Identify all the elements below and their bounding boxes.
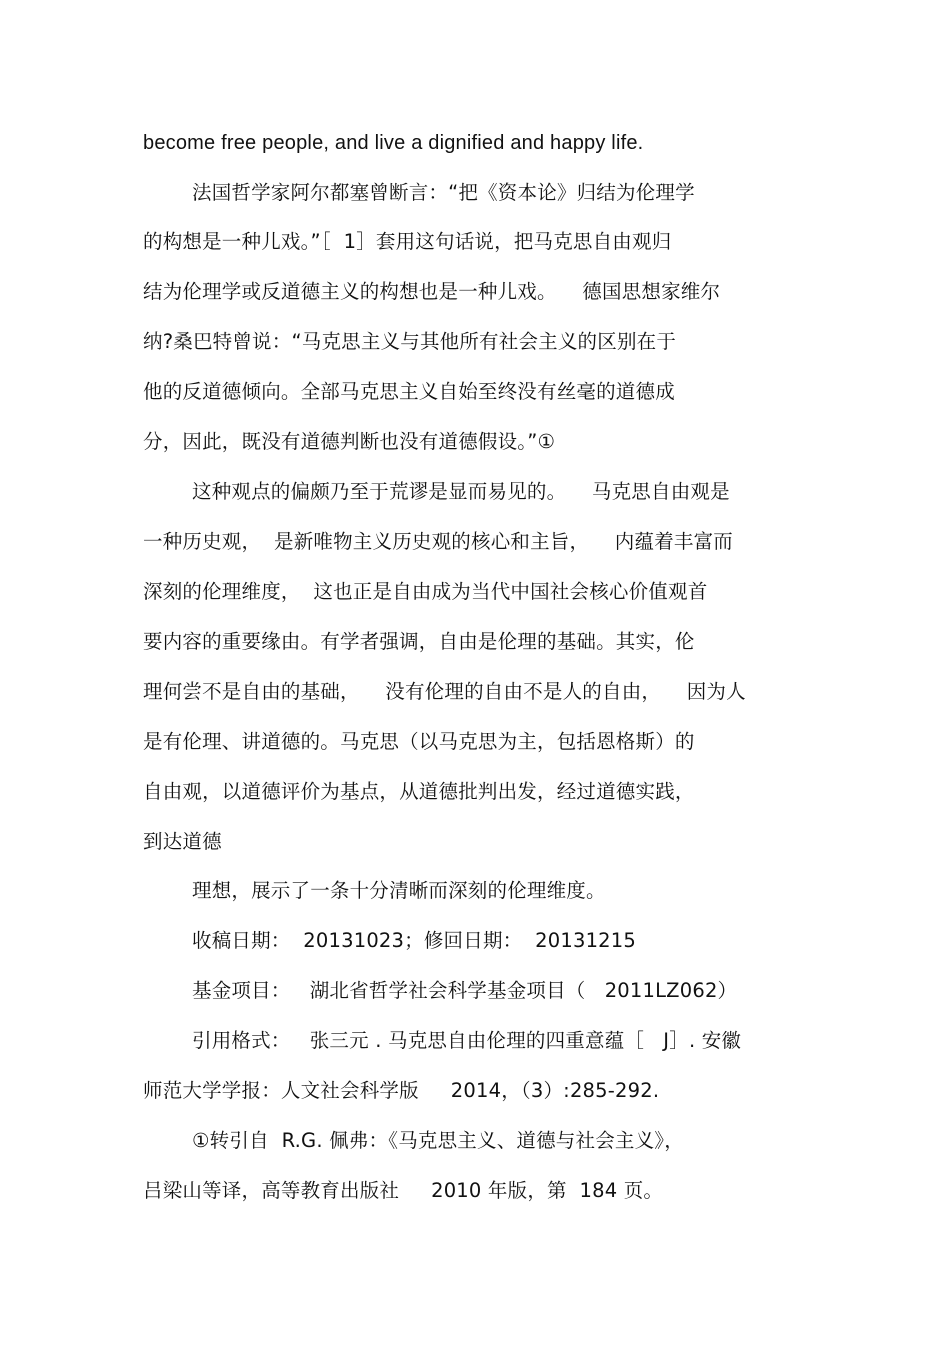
text-line-6: 他的反道德倾向。全部马克思主义自始至终没有丝毫的道德成 bbox=[143, 380, 675, 403]
text-line-11: 要内容的重要缘由。有学者强调，自由是伦理的基础。其实，伦 bbox=[143, 630, 695, 653]
text-line-10: 深刻的伦理维度， 这也正是自由成为当代中国社会核心价值观首 bbox=[143, 580, 708, 603]
text-line-14: 自由观，以道德评价为基点，从道德批判出发，经过道德实践， bbox=[143, 780, 695, 803]
text-line-16: 理想，展示了一条十分清晰而深刻的伦理维度。 bbox=[192, 879, 606, 902]
text-line-12: 理何尝不是自由的基础， 没有伦理的自由不是人的自由， 因为人 bbox=[143, 680, 746, 703]
text-line-8: 这种观点的偏颇乃至于荒谬是显而易见的。 马克思自由观是 bbox=[192, 480, 730, 503]
text-line-2: 法国哲学家阿尔都塞曾断言：“把《资本论》归结为伦理学 bbox=[192, 181, 695, 204]
citation-format-line-2: 师范大学学报：人文社会科学版 2014，（3）:285-292. bbox=[143, 1079, 660, 1102]
text-line-5: 纳?桑巴特曾说：“马克思主义与其他所有社会主义的区别在于 bbox=[143, 330, 677, 353]
citation-format-line: 引用格式： 张三元 . 马克思自由伦理的四重意蕴［ J］. 安徽 bbox=[192, 1029, 742, 1052]
text-line-3: 的构想是一种儿戏。”［ 1］套用这句话说，把马克思自由观归 bbox=[143, 230, 672, 253]
text-line-4: 结为伦理学或反道德主义的构想也是一种儿戏。 德国思想家维尔 bbox=[143, 280, 721, 303]
footnote-line-2: 吕梁山等译，高等教育出版社 2010 年版，第 184 页。 bbox=[143, 1179, 664, 1202]
text-line-13: 是有伦理、讲道德的。马克思（以马克思为主，包括恩格斯）的 bbox=[143, 730, 695, 753]
text-line-15: 到达道德 bbox=[143, 830, 222, 853]
text-line-7: 分，因此，既没有道德判断也没有道德假设。”① bbox=[143, 430, 556, 453]
footnote-line-1: ①转引自 R.G. 佩弗：《马克思主义、道德与社会主义》， bbox=[192, 1129, 684, 1152]
received-date-line: 收稿日期： 20131023；修回日期： 20131215 bbox=[192, 929, 636, 952]
text-line-9: 一种历史观， 是新唯物主义历史观的核心和主旨， 内蕴着丰富而 bbox=[143, 530, 733, 553]
text-line-1: become free people, and live a dignified and happy life. bbox=[143, 132, 644, 154]
fund-project-line: 基金项目： 湖北省哲学社会科学基金项目（ 2011LZ062） bbox=[192, 979, 738, 1002]
